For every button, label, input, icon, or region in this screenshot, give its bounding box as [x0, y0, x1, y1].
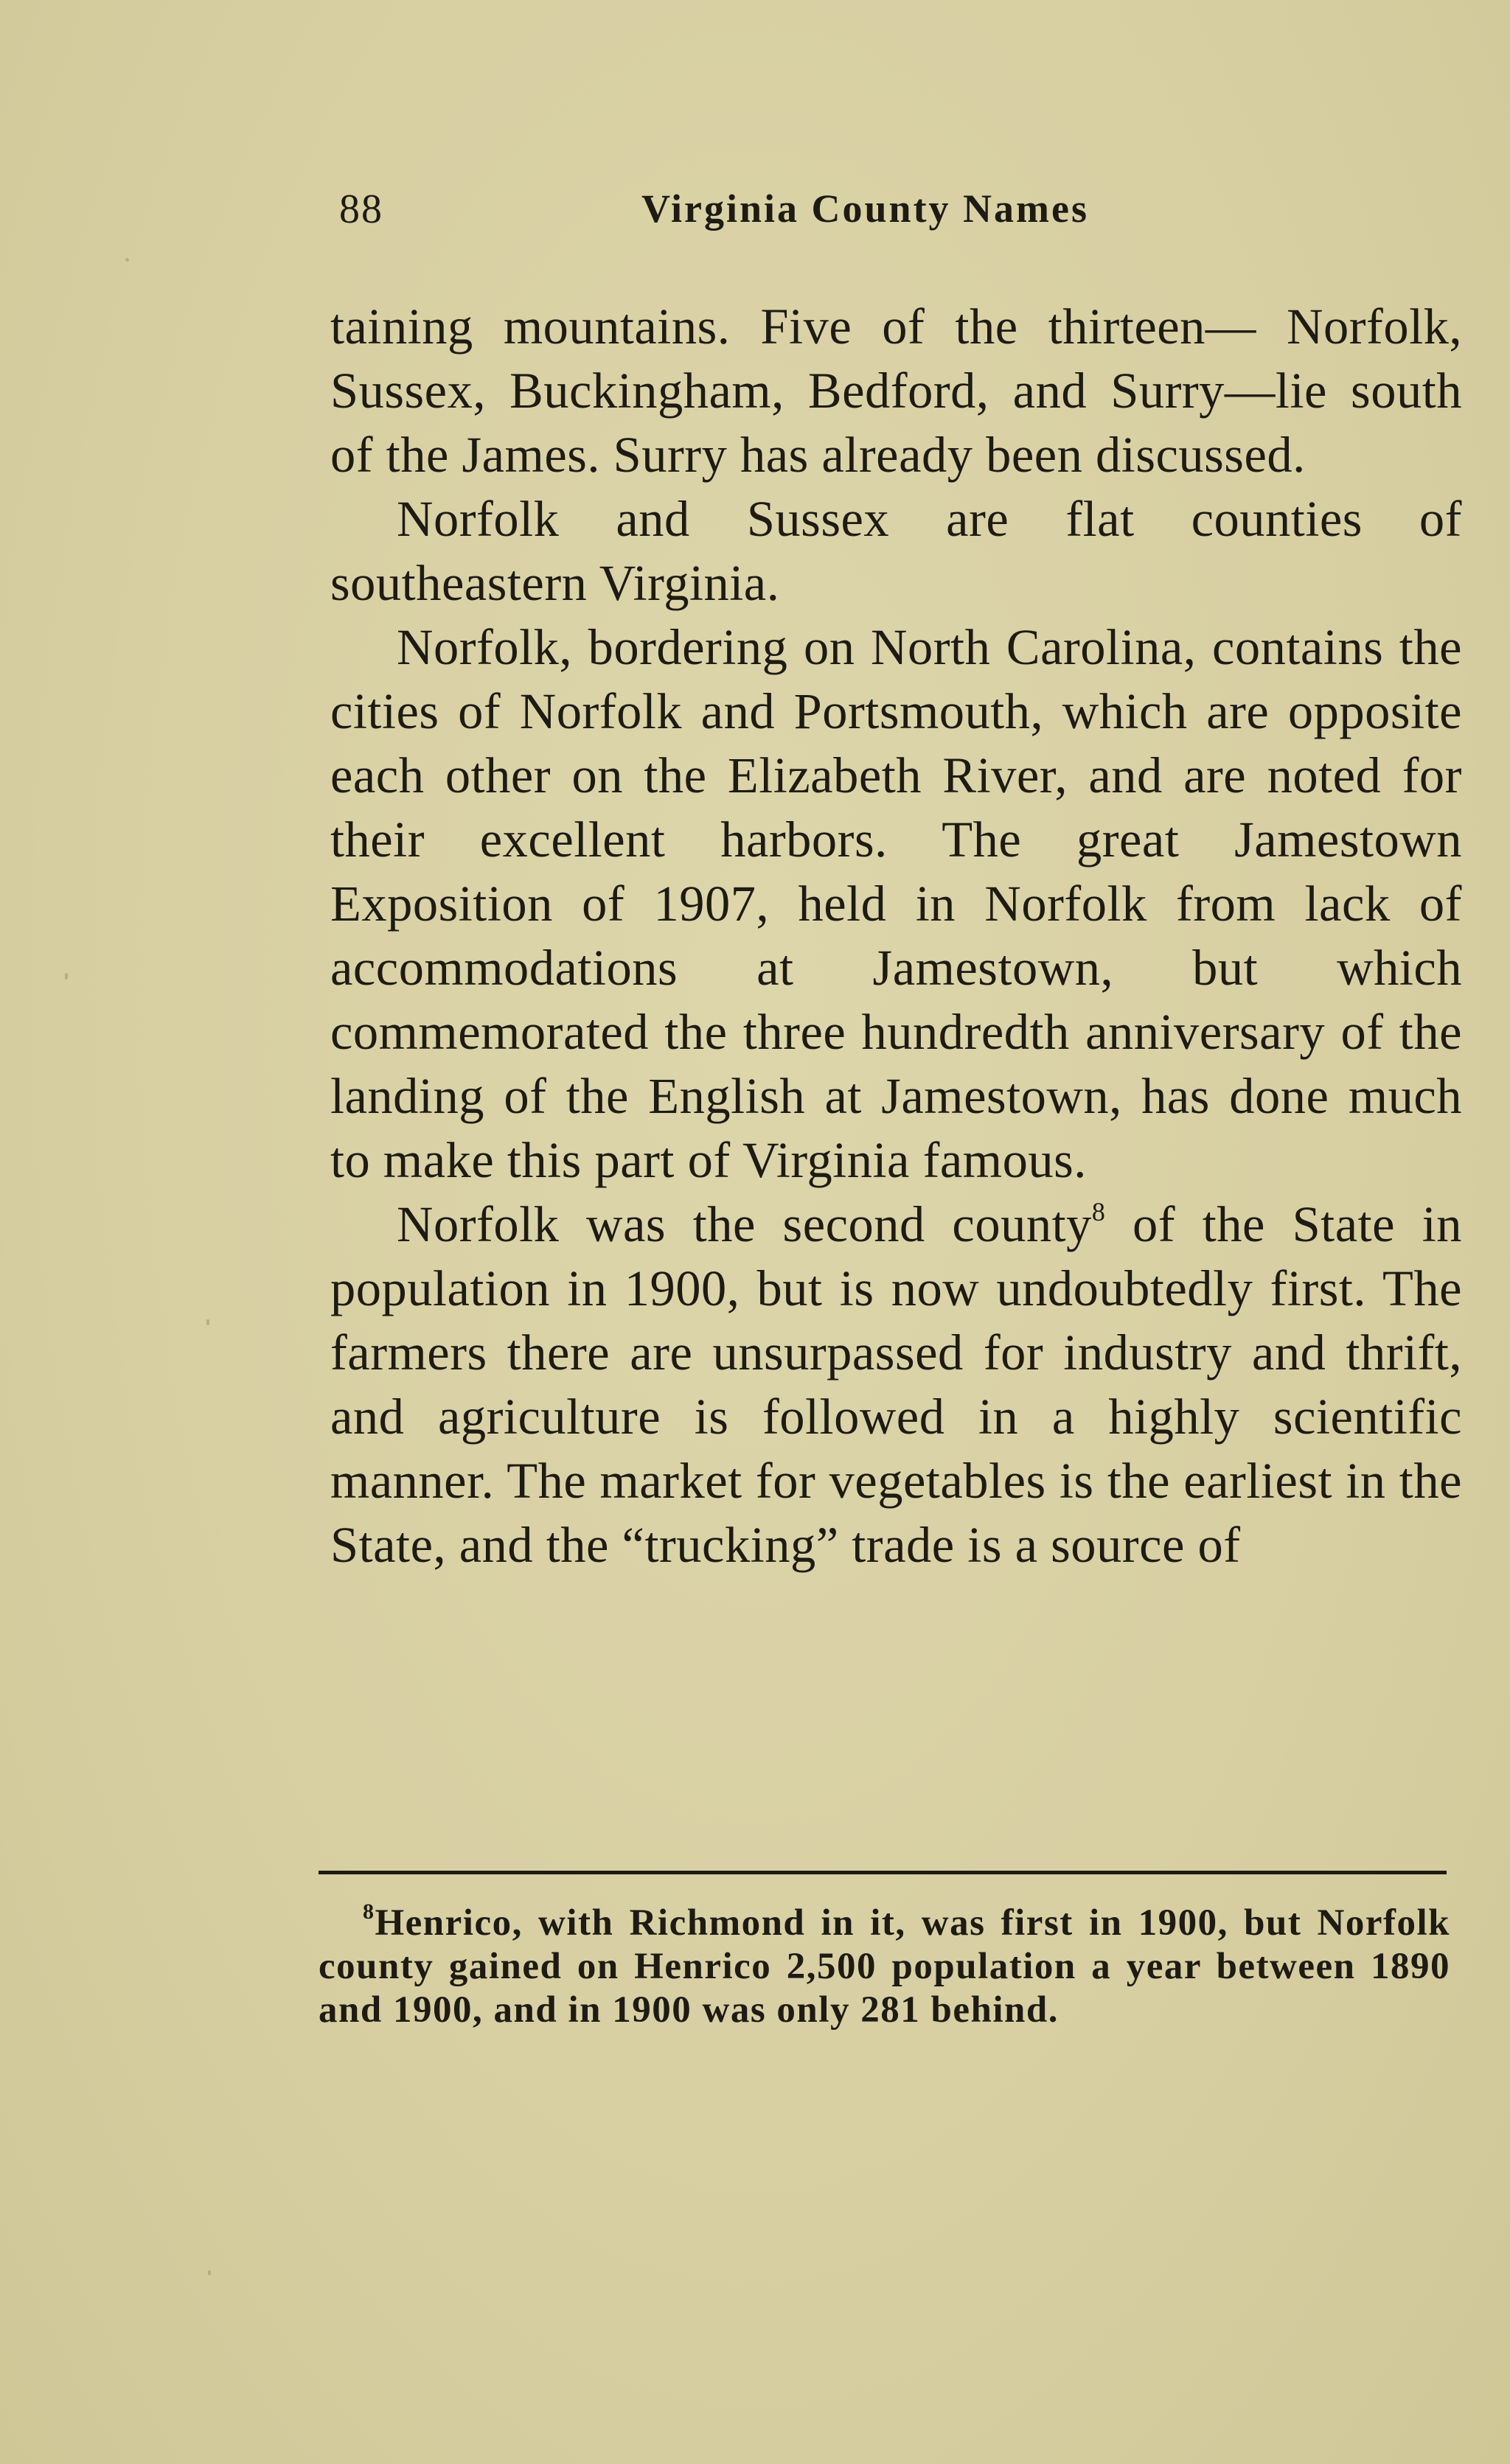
paper-speck [125, 258, 129, 262]
footnotes [319, 1899, 1450, 2032]
footnote-divider [319, 1871, 1447, 1874]
paragraph-continuation: of the State in population in 1900, but is now undoubtedly first. The farmers there are unsurpassed for industry and thrift, and agriculture is followed in a highly scientific manner. The market for vegetables is the earliest in the State, and the “trucking” trade is a source of [330, 1196, 1462, 1573]
paragraph [330, 1193, 1462, 1577]
paragraph: taining mountains. Five of the thirteen— Norfolk, Sussex, Buckingham, Bedford, and Surry—lie south of the James. Surry has already been discussed. [330, 299, 1462, 483]
footnote-reference: 8 [1091, 1197, 1106, 1226]
paragraph-start: Norfolk was the second county [397, 1196, 1092, 1252]
footnote-marker: 8 [363, 1899, 375, 1924]
paper-speck [65, 973, 68, 980]
paragraph: Norfolk, bordering on North Carolina, contains the cities of Norfolk and Portsmouth, which are opposite each other on the Elizabeth River, and are noted for their excellent harbors. The great Jamestown Exposition of 1907, held in Norfolk from lack of accommodations at Jamestown, but which commemorated the three hundredth anniversary of the landing of the English at Jamestown, has done much to make this part of Virginia famous. [330, 619, 1462, 1188]
paper-speck [208, 2270, 211, 2275]
footnote [319, 1899, 1450, 2032]
paper-speck [206, 1319, 209, 1325]
footnote-text: Henrico, with Richmond in it, was first in 1900, but Norfolk county gained on Henrico 2,500 population a year between 1890 and 1900, and in 1900 was only 281 behind. [319, 1902, 1450, 2031]
body-text [330, 295, 1462, 1577]
page-number: 88 [339, 186, 383, 232]
paragraph: Norfolk and Sussex are flat counties of southeastern Virginia. [330, 491, 1462, 611]
running-title: Virginia County Names [641, 186, 1090, 231]
running-header [339, 186, 1460, 237]
